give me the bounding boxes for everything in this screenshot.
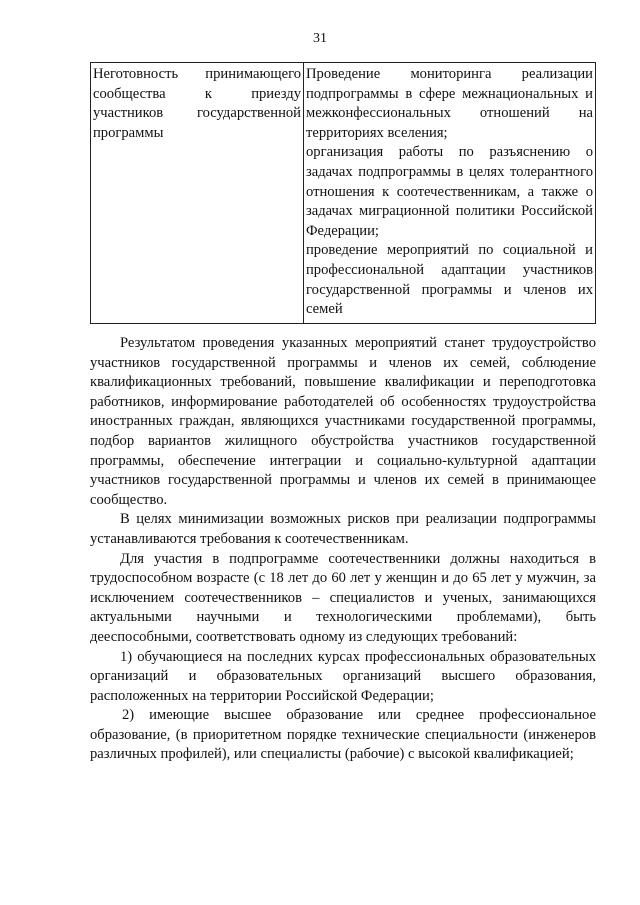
page-number: 31 <box>313 31 327 46</box>
measure-item: проведение мероприятий по социальной и профессиональной адаптации участников государственной программы и членов их семей <box>306 242 593 318</box>
paragraph-participation-conditions: Для участия в подпрограмме соотечественники должны находиться в трудоспособном возрасте (с 18 лет до 60 лет у женщин и до 65 лет у мужчин, за исключением соотечественников – специалистов и ученых, занимающихся актуальными научными и технологическими проблемами), быть дееспособными, соответствовать одному из следующих требований: <box>90 550 596 645</box>
measure-item: организация работы по разъяснению о задачах подпрограммы в целях толерантного отношения к соотечественникам, а также о задачах миграционной политики Российской Федерации; <box>306 144 593 239</box>
measure-item: Проведение мониторинга реализации подпрограммы в сфере межнациональных и межконфессиональных отношений на территориях вселения; <box>306 66 593 141</box>
list-item-qualified: 2) имеющие высшее образование или среднее профессиональное образование, (в приоритетном порядке технические специальности (инженеров различных профилей), или специалисты (рабочие) с высокой квалификацией; <box>90 707 596 763</box>
paragraph-results: Результатом проведения указанных мероприятий станет трудоустройство участников государственной программы и членов их семей, соблюдение квалификационных требований, повышение квалификации и переподготовка работников, информирование работодателей об особенностях трудоустройства иностранных граждан, являющихся участниками государственной программы, подбор вариантов жилищного обустройства участников государственной программы, обеспечение интеграции и социально-культурной адаптации участников государственной программы и членов их семей в принимающее сообщество. <box>90 335 596 508</box>
measures-cell <box>304 63 596 324</box>
risk-cell: Неготовность принимающего сообщества к приезду участников государственной программы <box>91 63 304 324</box>
paragraph-requirements-intro: В целях минимизации возможных рисков при реализации подпрограммы устанавливаются требования к соотечественникам. <box>90 511 596 547</box>
body-text <box>90 334 596 765</box>
table-row <box>91 63 596 324</box>
risk-table <box>90 62 596 324</box>
list-item-students: 1) обучающиеся на последних курсах профессиональных образовательных организаций и образовательных организаций высшего образования, расположенных на территории Российской Федерации; <box>90 648 596 704</box>
